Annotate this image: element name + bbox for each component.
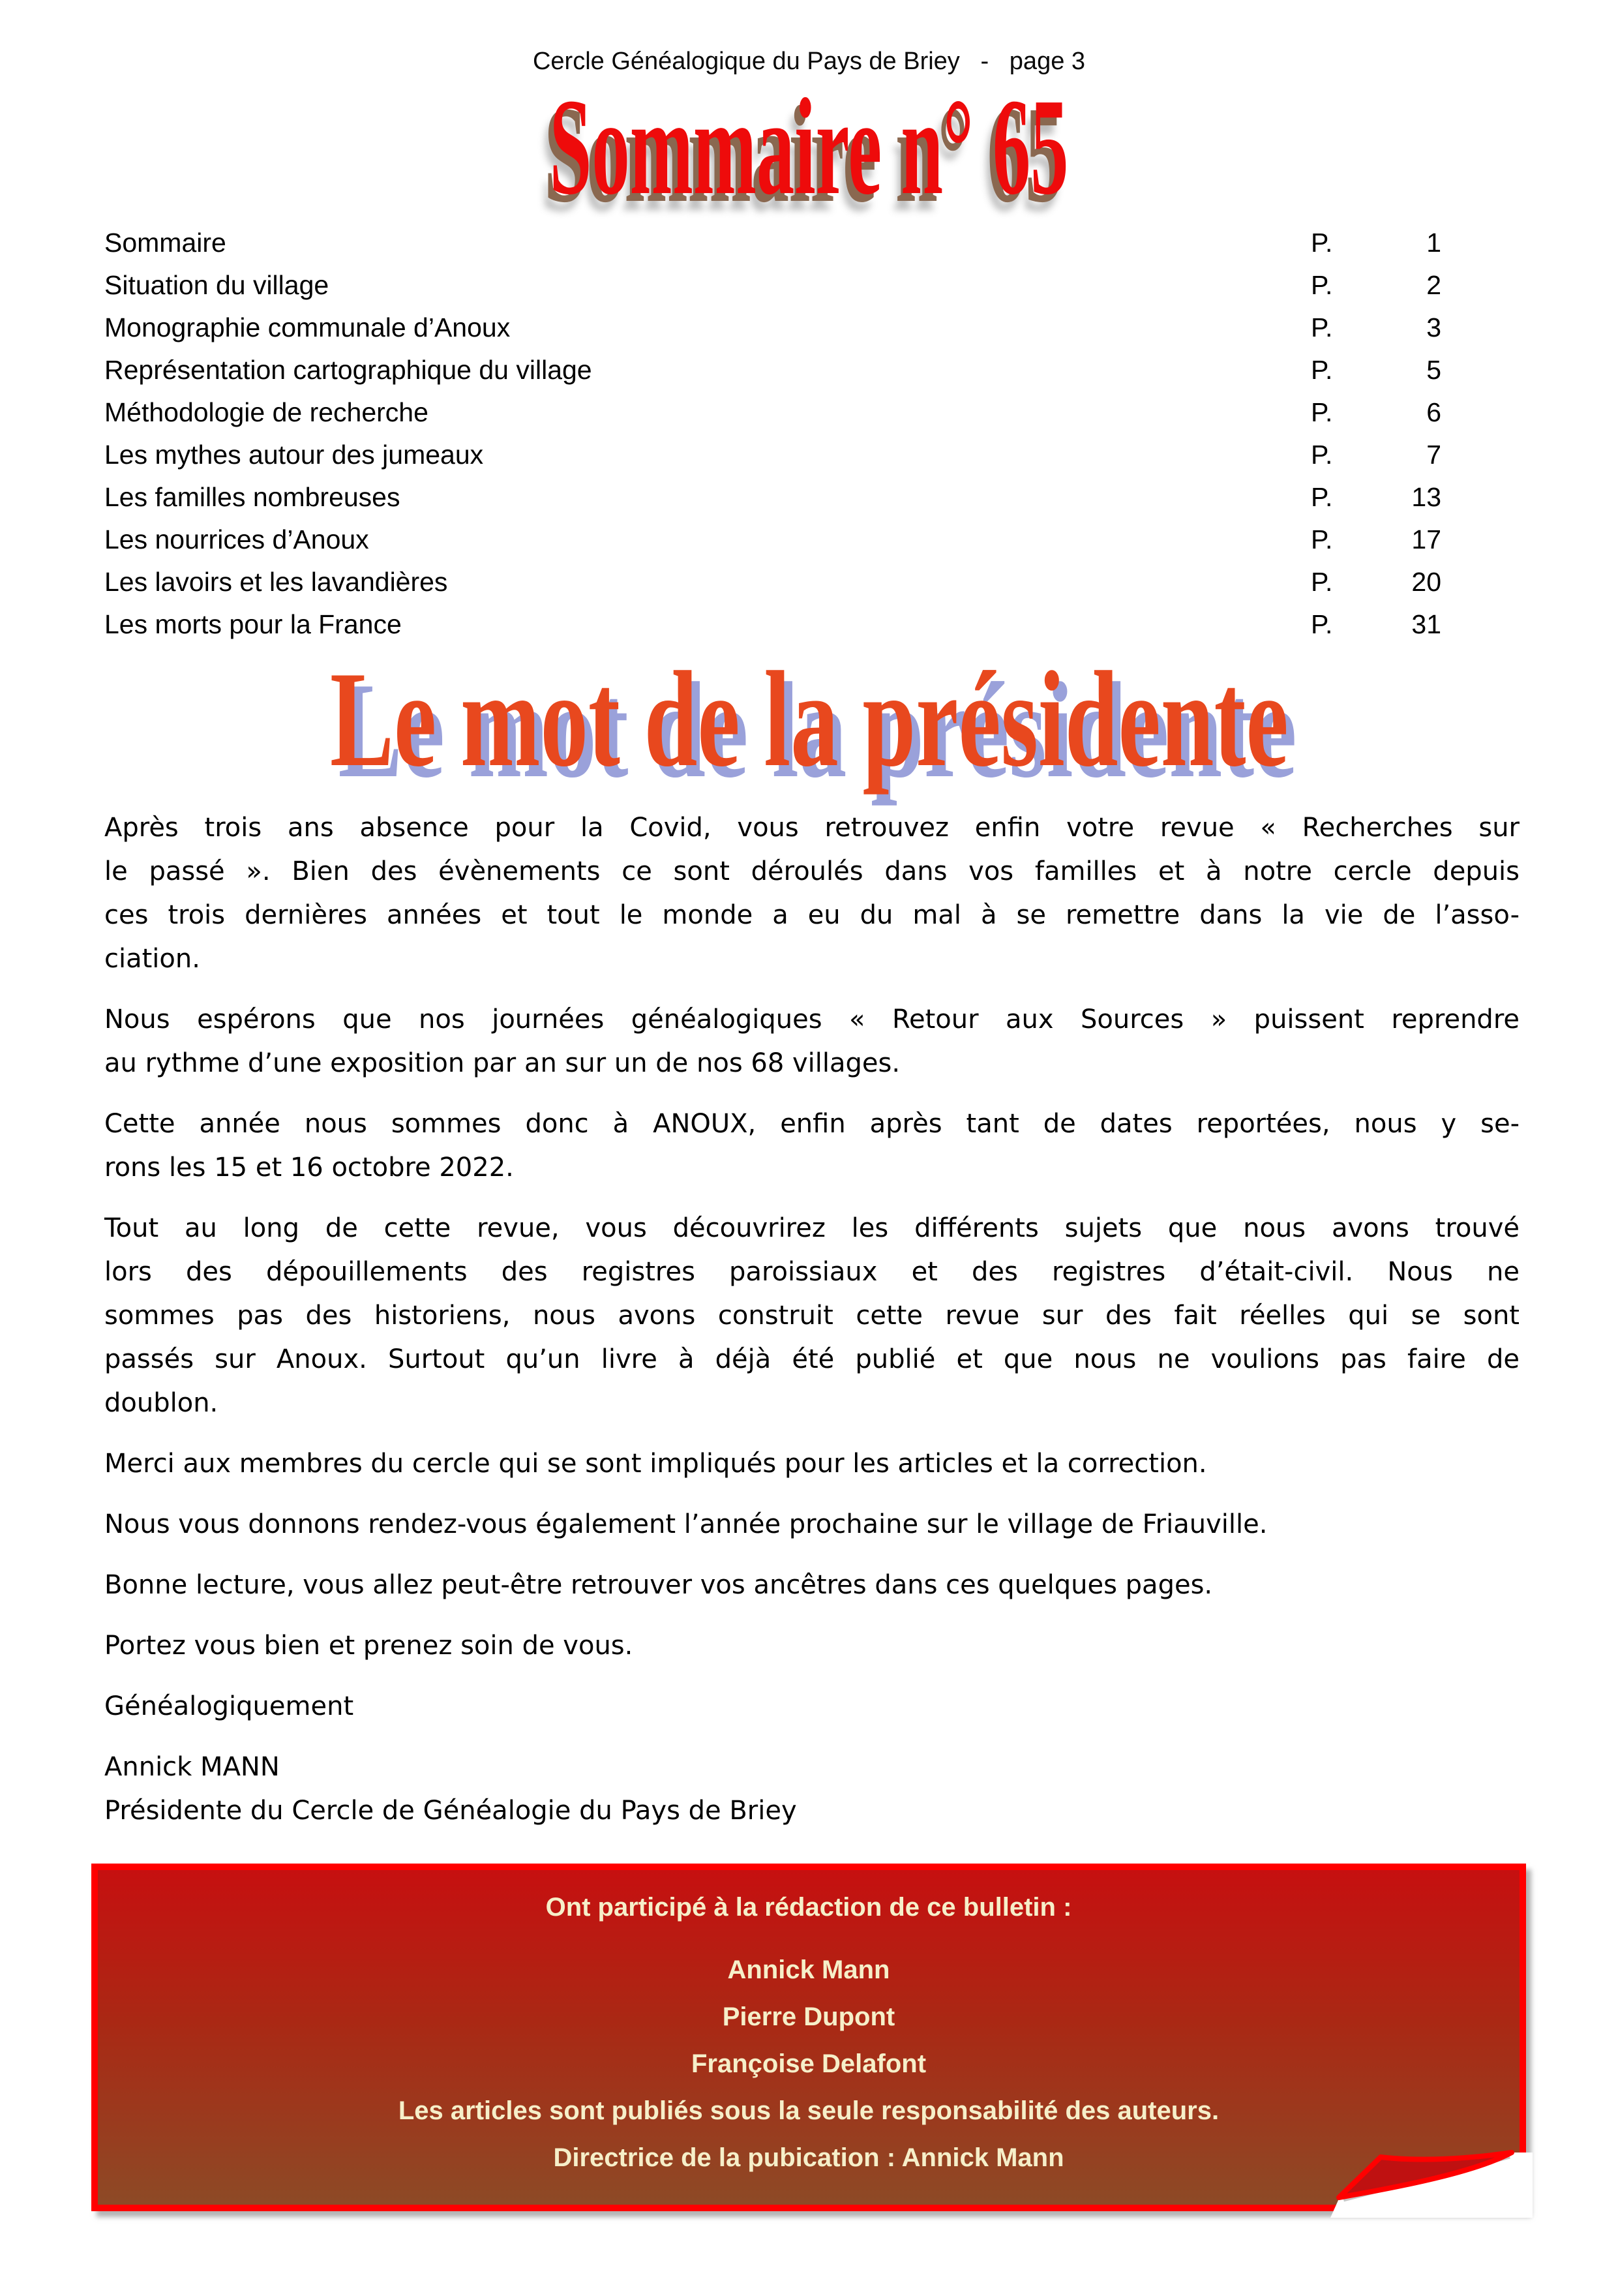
text-line: Après trois ans absence pour la Covid, vous retrouvez enfin votre revue « Recherches sur (104, 813, 1520, 843)
text-line: Cette année nous sommes donc à ANOUX, enfin après tant de dates reportées, nous y se- (104, 1109, 1520, 1139)
text-line: Présidente du Cercle de Généalogie du Pays de Briey (104, 1796, 797, 1826)
toc-entry-label: Les nourrices d’Anoux (104, 524, 369, 554)
toc-page-number: 31 (1411, 609, 1441, 639)
toc-entry-label: Représentation cartographique du village (104, 355, 592, 385)
paragraph-lines (104, 1207, 1520, 1425)
text-line: le passé ». Bien des évènements ce sont déroulés dans vos familles et à notre cercle depuis (104, 856, 1520, 886)
paragraph (104, 1563, 1520, 1607)
toc-entry-label: Les mythes autour des jumeaux (104, 440, 484, 470)
text-line: doublon. (104, 1388, 218, 1418)
toc-page-prefix: P. (1311, 228, 1333, 258)
paragraph-lines (104, 1624, 1520, 1668)
paragraph-lines (104, 998, 1520, 1085)
sommaire-wordart-title (0, 69, 1618, 223)
text-line: sommes pas des historiens, nous avons construit cette revue sur des fait réelles qui se sont (104, 1301, 1520, 1331)
toc-row (104, 442, 1441, 468)
text-line: Nous espérons que nos journées généalogiques « Retour aux Sources » puissent reprendre (104, 1004, 1520, 1035)
toc-row (104, 569, 1441, 596)
text-line: au rythme d’une exposition par an sur un de nos 68 villages. (104, 1048, 901, 1078)
toc-entry-label: Situation du village (104, 270, 329, 300)
sommaire-title-text: Sommaire n° 65 (549, 69, 1069, 223)
toc-page-prefix: P. (1311, 397, 1333, 427)
toc-row (104, 611, 1441, 638)
paragraph (104, 1745, 1520, 1833)
toc-page-prefix: P. (1311, 312, 1333, 342)
toc-entry-label: Sommaire (104, 228, 226, 258)
toc-entry-label: Les familles nombreuses (104, 482, 400, 512)
paragraph-lines (104, 1685, 1520, 1729)
text-line: rons les 15 et 16 octobre 2022. (104, 1153, 514, 1183)
paragraph-lines (104, 1102, 1520, 1190)
paragraph (104, 1503, 1520, 1547)
paragraph (104, 1102, 1520, 1190)
credits-line: Les articles sont publiés sous la seule responsabilité des auteurs. (398, 2096, 1220, 2125)
toc-page-prefix: P. (1311, 524, 1333, 554)
credits-line: Ont participé à la rédaction de ce bulletin : (545, 1893, 1072, 1922)
toc-page-prefix: P. (1311, 567, 1333, 597)
text-line: Tout au long de cette revue, vous découvrirez les différents sujets que nous avons trouvé (104, 1213, 1520, 1243)
toc-row (104, 357, 1441, 384)
paragraph (104, 806, 1520, 981)
text-line: lors des dépouillements des registres paroissiaux et des registres d’était-civil. Nous ne (104, 1257, 1520, 1287)
toc-page-prefix: P. (1311, 355, 1333, 385)
text-line: Bonne lecture, vous allez peut-être retrouver vos ancêtres dans ces quelques pages. (104, 1570, 1213, 1600)
paragraph (104, 998, 1520, 1085)
toc-entry-label: Les morts pour la France (104, 609, 402, 639)
presidente-wordart-title (0, 643, 1618, 795)
toc-page-number: 5 (1426, 355, 1441, 385)
paragraph-lines (104, 1745, 1520, 1833)
toc-entry-label: Les lavoirs et les lavandières (104, 567, 448, 597)
toc-row (104, 314, 1441, 341)
paragraph (104, 1685, 1520, 1729)
toc-page-number: 17 (1411, 524, 1441, 554)
toc-page-number: 20 (1411, 567, 1441, 597)
page-header: Cercle Généalogique du Pays de Briey - page 3 (532, 48, 1086, 75)
letter-body (104, 806, 1520, 1850)
text-line: Nous vous donnons rendez-vous également l’année prochaine sur le village de Friauville. (104, 1509, 1268, 1539)
toc-row (104, 399, 1441, 426)
paragraph (104, 1442, 1520, 1486)
toc-row (104, 526, 1441, 553)
toc-page-number: 6 (1426, 397, 1441, 427)
text-line: ces trois dernières années et tout le monde a eu du mal à se remettre dans la vie de l’asso- (104, 900, 1520, 930)
toc-page-prefix: P. (1311, 482, 1333, 512)
table-of-contents (104, 230, 1441, 654)
paragraph-lines (104, 1442, 1520, 1486)
toc-row (104, 484, 1441, 511)
text-line: Annick MANN (104, 1752, 280, 1782)
toc-page-number: 2 (1426, 270, 1441, 300)
text-line: Généalogiquement (104, 1691, 354, 1721)
toc-entry-label: Monographie communale d’Anoux (104, 312, 511, 342)
text-line: Portez vous bien et prenez soin de vous. (104, 1631, 633, 1661)
credits-box (91, 1864, 1526, 2211)
credits-line: Annick Mann (727, 1956, 890, 1984)
paragraph-lines (104, 1503, 1520, 1547)
text-line: Merci aux membres du cercle qui se sont impliqués pour les articles et la correction. (104, 1449, 1207, 1479)
toc-page-number: 13 (1411, 482, 1441, 512)
text-line: ciation. (104, 944, 200, 974)
text-line: passés sur Anoux. Surtout qu’un livre à déjà été publié et que nous ne voulions pas faire de (104, 1344, 1520, 1374)
toc-entry-label: Méthodologie de recherche (104, 397, 428, 427)
toc-page-number: 7 (1426, 440, 1441, 470)
toc-page-prefix: P. (1311, 609, 1333, 639)
paragraph-lines (104, 806, 1520, 981)
paragraph (104, 1207, 1520, 1425)
toc-page-number: 3 (1426, 312, 1441, 342)
credits-line: Françoise Delafont (691, 2049, 927, 2078)
toc-row (104, 230, 1441, 256)
toc-page-number: 1 (1426, 228, 1441, 258)
credits-line: Directrice de la pubication : Annick Mann (553, 2143, 1064, 2172)
credits-lines (98, 1892, 1520, 2173)
credits-line: Pierre Dupont (722, 2002, 895, 2031)
toc-row (104, 272, 1441, 299)
toc-page-prefix: P. (1311, 440, 1333, 470)
paragraph (104, 1624, 1520, 1668)
presidente-title-text: Le mot de la présidente (329, 643, 1289, 795)
paragraph-lines (104, 1563, 1520, 1607)
toc-page-prefix: P. (1311, 270, 1333, 300)
